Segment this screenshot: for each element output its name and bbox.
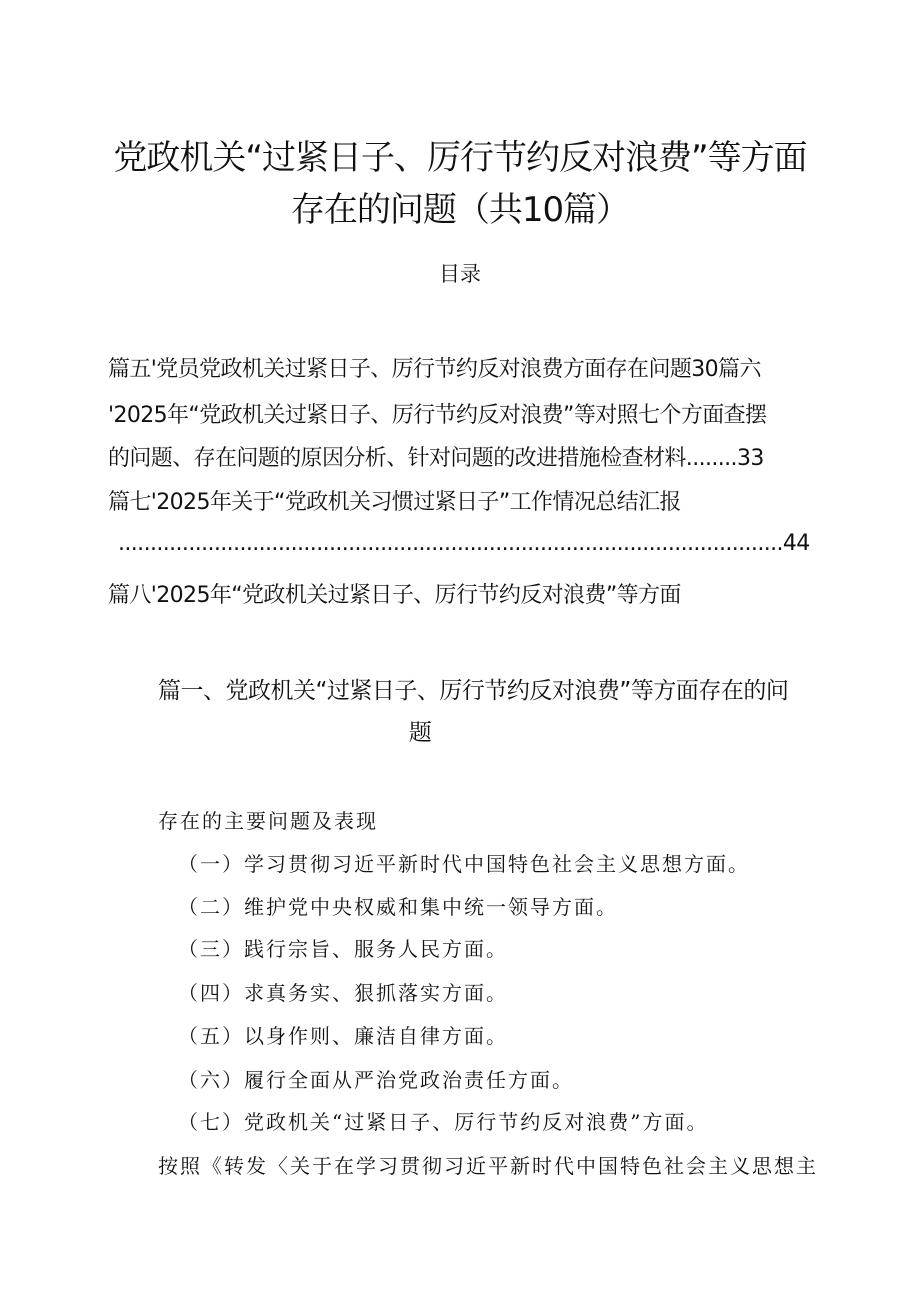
toc-line[interactable]: 篇八'2025年“党政机关过紧日子、厉行节约反对浪费”等方面 <box>108 583 681 608</box>
toc-line[interactable]: '2025年“党政机关过紧日子、厉行节约反对浪费”等对照七个方面查摆 <box>108 403 767 428</box>
section-title-line-2: 题 <box>408 720 432 746</box>
paragraph-text: 按照《转发〈关于在学习贯彻习近平新时代中国特色社会主义思想主 <box>158 1154 818 1178</box>
list-item: （三）践行宗旨、服务人民方面。 <box>178 937 508 961</box>
list-item: （四）求真务实、狠抓落实方面。 <box>178 981 508 1005</box>
list-item: （五）以身作则、廉洁自律方面。 <box>178 1024 508 1048</box>
list-item: （七）党政机关“过紧日子、厉行节约反对浪费”方面。 <box>178 1110 709 1134</box>
list-item: （六）履行全面从严治党政治责任方面。 <box>178 1068 574 1092</box>
section-title-line-1: 篇一、党政机关“过紧日子、厉行节约反对浪费”等方面存在的问 <box>158 678 789 704</box>
list-item: （二）维护党中央权威和集中统一领导方面。 <box>178 895 618 919</box>
toc-line[interactable]: 篇五'党员党政机关过紧日子、厉行节约反对浪费方面存在问题30篇六 <box>108 357 761 382</box>
list-item: （一）学习贯彻习近平新时代中国特色社会主义思想方面。 <box>178 852 750 876</box>
toc-line[interactable]: 篇七'2025年关于“党政机关习惯过紧日子”工作情况总结汇报 <box>108 490 681 515</box>
document-title-line-2: 存在的问题（共10篇） <box>290 190 630 230</box>
intro-text: 存在的主要问题及表现 <box>158 809 378 833</box>
document-title-line-1: 党政机关“过紧日子、厉行节约反对浪费”等方面 <box>113 138 807 178</box>
toc-heading: 目录 <box>439 262 481 286</box>
toc-leader-line[interactable]: ........................................................................................................44 <box>118 531 810 556</box>
toc-line[interactable]: 的问题、存在问题的原因分析、针对问题的改进措施检查材料........33 <box>108 446 764 471</box>
